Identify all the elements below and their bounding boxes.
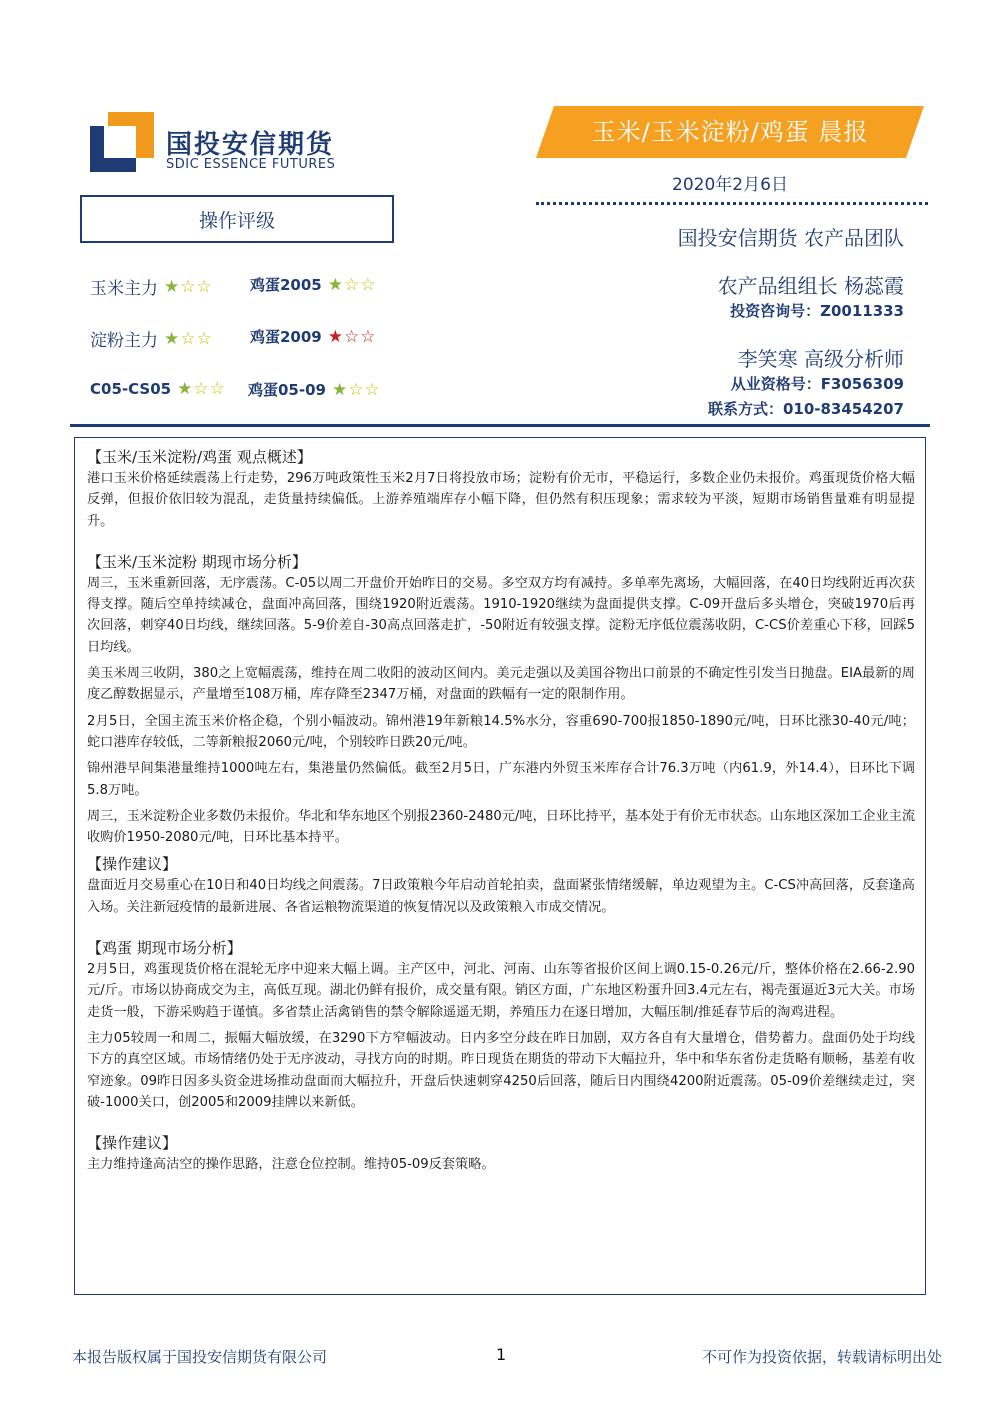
star-rating-icon: ★☆☆ — [177, 379, 226, 399]
rating-starch-main — [90, 326, 213, 351]
rating-label: C05-CS05 — [90, 380, 172, 398]
analyst-license: 从业资格号：F3056309 — [730, 375, 904, 393]
paragraph: 周三，玉米重新回落，无序震荡。C-05以周二开盘价开始昨日的交易。多空双方均有减持。多单率先离场，大幅回落，在40日均线附近再次获得支撑。随后空单持续减仓，盘面冲高回落，围绕1920附近震荡。1910-1920继续为盘面提供支撑。C-09开盘后多头增仓，突破1970后再次回落，刺穿40日均线，继续回落。5-9价差自-30高点回落走扩，-50附近有较强支撑。淀粉无序低位震荡收阴，C-CS价差重心下移，回踩5日均线。 — [87, 575, 915, 655]
rating-label: 鸡蛋05-09 — [248, 381, 326, 399]
rating-egg-2005 — [250, 274, 376, 295]
leader-license: 投资咨询号：Z0011333 — [730, 302, 904, 320]
star-rating-icon: ★☆☆ — [331, 379, 381, 400]
footer-disclaimer: 不可作为投资依据，转载请标明出处 — [701, 1348, 942, 1366]
section-title-egg-advice: 【操作建议】 — [87, 1134, 178, 1153]
paragraph: 2月5日，全国主流玉米价格企稳，个别小幅波动。锦州港19年新粮14.5%水分，容重690-700报1850-1890元/吨，日环比涨30-40元/吨；蛇口港库存较低，二等新粮报2060元/吨，个别较昨日跌20元/吨。 — [87, 713, 915, 750]
contact-info: 联系方式：010-83454207 — [707, 400, 904, 418]
brand-name-en: SDIC ESSENCE FUTURES — [166, 157, 336, 172]
rating-egg-05-09 — [248, 379, 381, 400]
header-divider — [70, 424, 930, 427]
brand-name-cn: 国投安信期货 — [166, 130, 335, 160]
section-title-corn-advice: 【操作建议】 — [87, 855, 178, 874]
rating-corn-main — [90, 274, 213, 299]
rating-label: 鸡蛋2005 — [250, 276, 322, 294]
paragraph: 2月5日，鸡蛋现货价格在混轮无序中迎来大幅上调。主产区中，河北、河南、山东等省报价区间上调0.15-0.26元/斤，整体价格在2.66-2.90元/斤。市场以协商成交为主，高低互现。湖北仍鲜有报价，成交量有限。销区方面，广东地区粉蛋升回3.4元左右，褐壳蛋逼近3元大关。市场走货一般，下游采购趋于谨慎。多省禁止活禽销售的禁令解除遥遥无期，养殖压力在逐日增加，大幅压制/推延春节后的淘鸡进程。 — [87, 962, 915, 1020]
star-rating-icon: ★☆☆ — [327, 326, 377, 347]
rating-label: 鸡蛋2009 — [250, 328, 322, 346]
report-title: 玉米/玉米淀粉/鸡蛋 晨报 — [591, 118, 869, 146]
rating-title-box — [80, 195, 394, 243]
section-title-egg-market: 【鸡蛋 期现市场分析】 — [87, 939, 242, 958]
analyst-name: 李笑寒 高级分析师 — [737, 347, 904, 371]
star-rating-icon: ★☆☆ — [327, 274, 377, 295]
rating-egg-2009 — [250, 326, 376, 347]
paragraph: 美玉米周三收阴，380之上宽幅震荡，维持在周二收阳的波动区间内。美元走强以及美国谷物出口前景的不确定性引发当日抛盘。EIA最新的周度乙醇数据显示，产量增至108万桶，库存降至2347万桶，对盘面的跌幅有一定的限制作用。 — [87, 666, 915, 703]
rating-c05-cs05 — [90, 379, 226, 399]
paragraph: 港口玉米价格延续震荡上行走势，296万吨政策性玉米2月7日将投放市场；淀粉有价无市，平稳运行，多数企业仍未报价。鸡蛋现货价格大幅反弹，但报价依旧较为混乱，走货量持续偏低。上游养殖端库存小幅下降，但仍然有积压现象；需求较为平淡，短期市场销售量难有明显提升。 — [87, 471, 915, 529]
paragraph: 锦州港早间集港量维持1000吨左右，集港量仍然偏低。截至2月5日，广东港内外贸玉米库存合计76.3万吨（内61.9，外14.4），日环比下调5.8万吨。 — [87, 761, 915, 798]
sdic-logo-icon — [90, 112, 154, 172]
team-name: 国投安信期货 农产品团队 — [677, 226, 904, 250]
rating-label: 玉米主力 — [90, 279, 158, 299]
rating-title: 操作评级 — [198, 209, 275, 232]
paragraph: 主力05较周一和周二，振幅大幅放缓，在3290下方窄幅波动。日内多空分歧在昨日加剧，双方各自有大量增仓，借势蓄力。盘面仍处于均线下方的真空区域。市场情绪仍处于无序波动，寻找方向的时期。昨日现货在期货的带动下大幅拉升，华中和华东省份走货略有顺畅，基差有收窄迹象。09昨日因多头资金进场推动盘面而大幅拉升，开盘后快速刺穿4250后回落，随后日内围绕4200附近震荡。05-09价差继续走过，突破-1000关口，创2005和2009挂牌以来新低。 — [87, 1030, 915, 1110]
paragraph: 周三，玉米淀粉企业多数仍未报价。华北和华东地区个别报2360-2480元/吨，日环比持平，基本处于有价无市状态。山东地区深加工企业主流收购价1950-2080元/吨，日环比基本持平。 — [87, 808, 916, 846]
paragraph: 盘面近月交易重心在10日和40日均线之间震荡。7日政策粮今年启动首轮拍卖，盘面紧张情绪缓解，单边观望为主。C-CS冲高回落，反套逢高入场。关注新冠疫情的最新进展、各省运粮物流渠道的恢复情况以及政策粮入市成交情况。 — [87, 878, 915, 915]
leader-name: 农产品组组长 杨蕊霞 — [717, 274, 904, 298]
star-rating-icon: ★☆☆ — [164, 276, 213, 297]
section-title-corn-market: 【玉米/玉米淀粉 期现市场分析】 — [87, 552, 307, 571]
paragraph: 主力维持逢高沽空的操作思路，注意仓位控制。维持05-09反套策略。 — [87, 1157, 495, 1173]
report-body — [87, 446, 915, 1180]
section-title-overview: 【玉米/玉米淀粉/鸡蛋 观点概述】 — [87, 448, 312, 466]
report-date: 2020年2月6日 — [672, 175, 788, 195]
dotted-divider — [536, 202, 928, 205]
rating-label: 淀粉主力 — [90, 331, 158, 351]
page-number: 1 — [496, 1345, 507, 1364]
star-rating-icon: ★☆☆ — [164, 328, 213, 349]
footer-copyright: 本报告版权属于国投安信期货有限公司 — [72, 1348, 328, 1366]
